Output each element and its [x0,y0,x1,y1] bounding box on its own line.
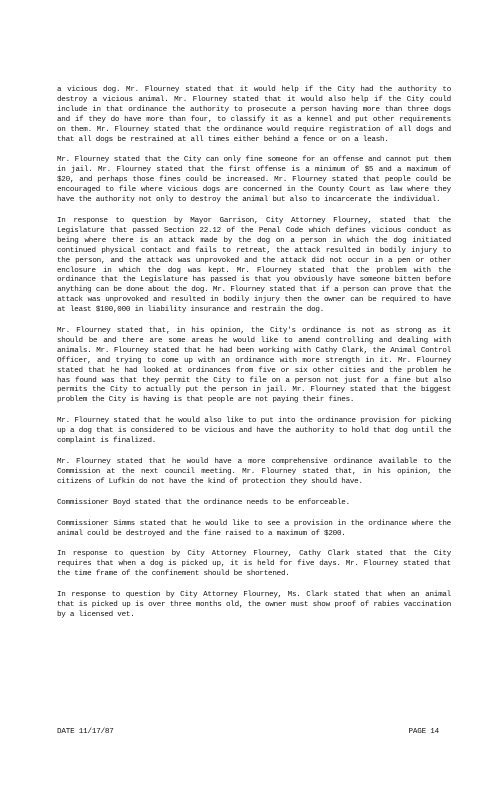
paragraph-boyd-enforceable: Commissioner Boyd stated that the ordinance needs to be enforceable. [57,498,350,507]
paragraph-ordinance-strength: Mr. Flourney stated that, in his opinion, the City's ordinance is not as strong as it should be and there are some areas he would like to amend controlling and dealing with animals. Mr. Flourney stated that he had been working with Cathy Clark, the Animal Control Officer, and trying to come up with an ordinance with more strength in it. Mr. Flourney stated that he had looked at ordinances from five or six other cities and the problem he has found was that they permit the City to file on a person not just for a fine but also permits the City to actually put the person in jail. Mr. Flourney stated that the biggest problem the City is having is that people are not paying their fines. [57,327,451,405]
paragraph-simms-provision: Commissioner Simms stated that he would like to see a provision in the ordinance where the animal could be destroyed and the fine raised to a maximum of $200. [57,519,451,538]
paragraph-rabies-proof: In response to question by City Attorney Flourney, Ms. Clark stated that when an animal that is picked up is over three months old, the owner must show proof of rabies vaccination by a licensed vet. [57,591,451,619]
paragraph-five-day-hold: In response to question by City Attorney Flourney, Cathy Clark stated that the City requires that when a dog is picked up, it is held for five days. Mr. Flourney stated that the time frame of the confinement should be shortened. [57,550,451,579]
paragraph-hold-dog: Mr. Flourney stated that he would also like to put into the ordinance provision for picking up a dog that is considered to be vicious and have the authority to hold that dog until the complaint is finalized. [57,417,451,446]
footer-date: DATE 11/17/87 [57,728,114,736]
page-footer [57,727,451,737]
paragraph-fines-jail: Mr. Flourney stated that the City can only fine someone for an offense and cannot put them in jail. Mr. Flourney stated that the first offense is a minimum of $5 and a maximum of $20, and perhaps those fines could be increased. Mr. Flourney stated that people could be encouraged to file where vicious dogs are concerned in the County Court as law where they have the authority not only to destroy the animal but also to incarcerate the individual. [57,156,451,205]
paragraph-penal-code: In response to question by Mayor Garrison, City Attorney Flourney, stated that the Legislature that passed Section 22.12 of the Penal Code which defines vicious conduct as being where there is an attack made by the dog on a person in which the dog initiated continued physical contact and fails to retreat, the attack resulted in bodily injury to the person, and the attack was unprovoked and the attack did not occur in a pen or other enclosure in which the dog was kept. Mr. Flourney stated that the problem with the ordinance that the Legislature has passed is that you obviously have someone bitten before anything can be done about the dog. Mr. Flourney stated that if a person can prove that the attack was unprovoked and resulted in bodily injury then the owner can be required to have at least $100,000 in liability insurance and restrain the dog. [57,216,451,315]
footer-page-number: PAGE 14 [408,728,439,736]
paragraph-vicious-dog-authority: a vicious dog. Mr. Flourney stated that it would help if the City had the authority to destroy a vicious animal. Mr. Flourney stated that it would also help if the City could include in that ordinance the authority to prosecute a person having more than three dogs and if they do have more than four, to classify it as a kennel and put other requirements on them. Mr. Flourney stated that the ordinance would require registration of all dogs and that all dogs be restrained at all times either behind a fence or on a leash. [57,86,451,144]
paragraph-comprehensive-ordinance: Mr. Flourney stated that he would have a more comprehensive ordinance available to the Commission at the next council meeting. Mr. Flourney stated that, in his opinion, the citizens of Lufkin do not have the kind of protection they should have. [57,458,451,486]
minutes-body [57,86,451,632]
